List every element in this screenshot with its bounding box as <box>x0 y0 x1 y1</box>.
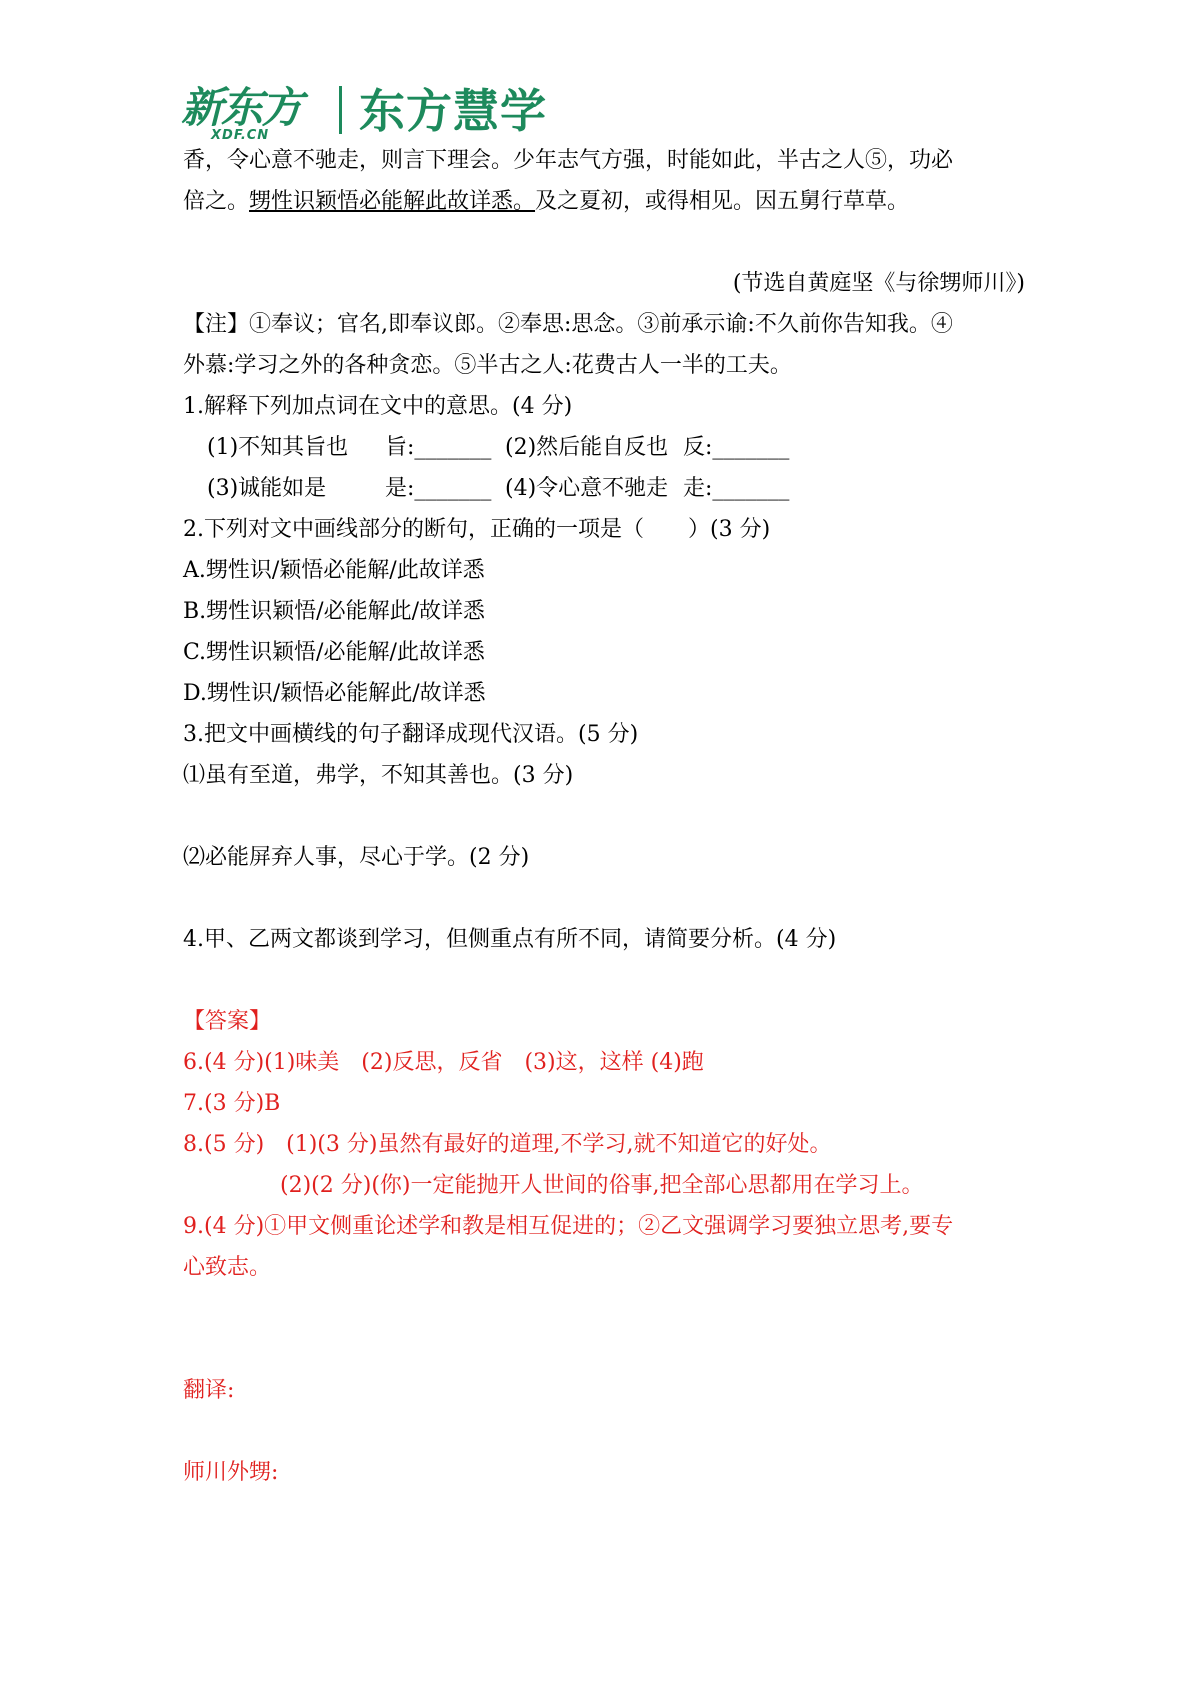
question-item: (2)然后能自反也 <box>505 435 669 460</box>
spacer <box>183 960 1025 1001</box>
question-3-part-2: ⑵必能屏弃人事，尽心于学。(2 分) <box>183 845 530 870</box>
question-item: (1)不知其旨也 <box>207 435 349 460</box>
spacer <box>183 222 1025 263</box>
note-line: 【注】①奉议；官名,即奉议郎。②奉思:思念。③前承示谕:不久前你告知我。④ <box>183 312 953 337</box>
translation-line: 师川外甥: <box>183 1460 279 1485</box>
option-d: D.甥性识/颖悟必能解此/故详悉 <box>183 681 486 706</box>
spacer <box>183 1288 1025 1370</box>
brand-logo <box>181 82 601 144</box>
spacer <box>183 1411 1025 1452</box>
answer-6: 6.(4 分)(1)味美 (2)反思，反省 (3)这，这样 (4)跑 <box>183 1050 704 1075</box>
underlined-sentence: 甥性识颖悟必能解此故详悉。 <box>249 189 536 214</box>
brand-name: 东方慧学 <box>359 84 547 138</box>
option-a: A.甥性识/颖悟必能解/此故详悉 <box>183 558 485 583</box>
passage-line: 香，令心意不驰走，则言下理会。少年志气方强，时能如此，半古之人⑤，功必 <box>183 148 954 173</box>
answer-9-line-1: 9.(4 分)①甲文侧重论述学和教是相互促进的；②乙文强调学习要独立思考,要专 <box>183 1214 954 1239</box>
xdf-cn-text: XDF.CN <box>211 128 270 143</box>
answer-8-part-1: 8.(5 分) (1)(3 分)虽然有最好的道理,不学习,就不知道它的好处。 <box>183 1132 832 1157</box>
passage-text: 倍之。 <box>183 189 250 214</box>
passage-line <box>183 181 1025 222</box>
question-3-part-1: ⑴虽有至道，弗学，不知其善也。(3 分) <box>183 763 574 788</box>
option-c: C.甥性识颖悟/必能解/此故详悉 <box>183 640 485 665</box>
answer-9-line-2: 心致志。 <box>183 1255 272 1280</box>
question-1-row <box>183 427 1025 468</box>
question-item: (4)令心意不驰走 <box>505 476 669 501</box>
question-3-title: 3.把文中画横线的句子翻译成现代汉语。(5 分) <box>183 722 639 747</box>
logo-divider <box>339 86 342 134</box>
answer-8-part-2: (2)(2 分)(你)一定能抛开人世间的俗事,把全部心思都用在学习上。 <box>280 1173 924 1198</box>
question-4-title: 4.甲、乙两文都谈到学习，但侧重点有所不同，请简要分析。(4 分) <box>183 927 837 952</box>
passage-text: 及之夏初，或得相见。因五舅行草草。 <box>535 189 910 214</box>
answer-blank: 是:_______ <box>385 476 492 501</box>
xdf-logo-text: 新东方 <box>181 83 302 132</box>
spacer <box>183 878 1025 919</box>
option-b: B.甥性识颖悟/必能解此/故详悉 <box>183 599 485 624</box>
answer-blank: 走:_______ <box>683 476 790 501</box>
question-item: (3)诚能如是 <box>207 476 327 501</box>
document-body <box>183 140 1025 1493</box>
answer-blank: 旨:_______ <box>385 435 492 460</box>
answer-header: 【答案】 <box>183 1009 272 1034</box>
question-1-title: 1.解释下列加点词在文中的意思。(4 分) <box>183 394 573 419</box>
answer-7: 7.(3 分)B <box>183 1091 281 1116</box>
translation-label: 翻译: <box>183 1378 235 1403</box>
question-1-row <box>183 468 1025 509</box>
note-line: 外慕:学习之外的各种贪恋。⑤半古之人:花费古人一半的工夫。 <box>183 353 792 378</box>
passage-source: (节选自黄庭坚《与徐甥师川》) <box>732 271 1025 296</box>
question-2-title: 2.下列对文中画线部分的断句，正确的一项是（ ）(3 分) <box>183 517 771 542</box>
spacer <box>183 796 1025 837</box>
answer-blank: 反:_______ <box>683 435 790 460</box>
